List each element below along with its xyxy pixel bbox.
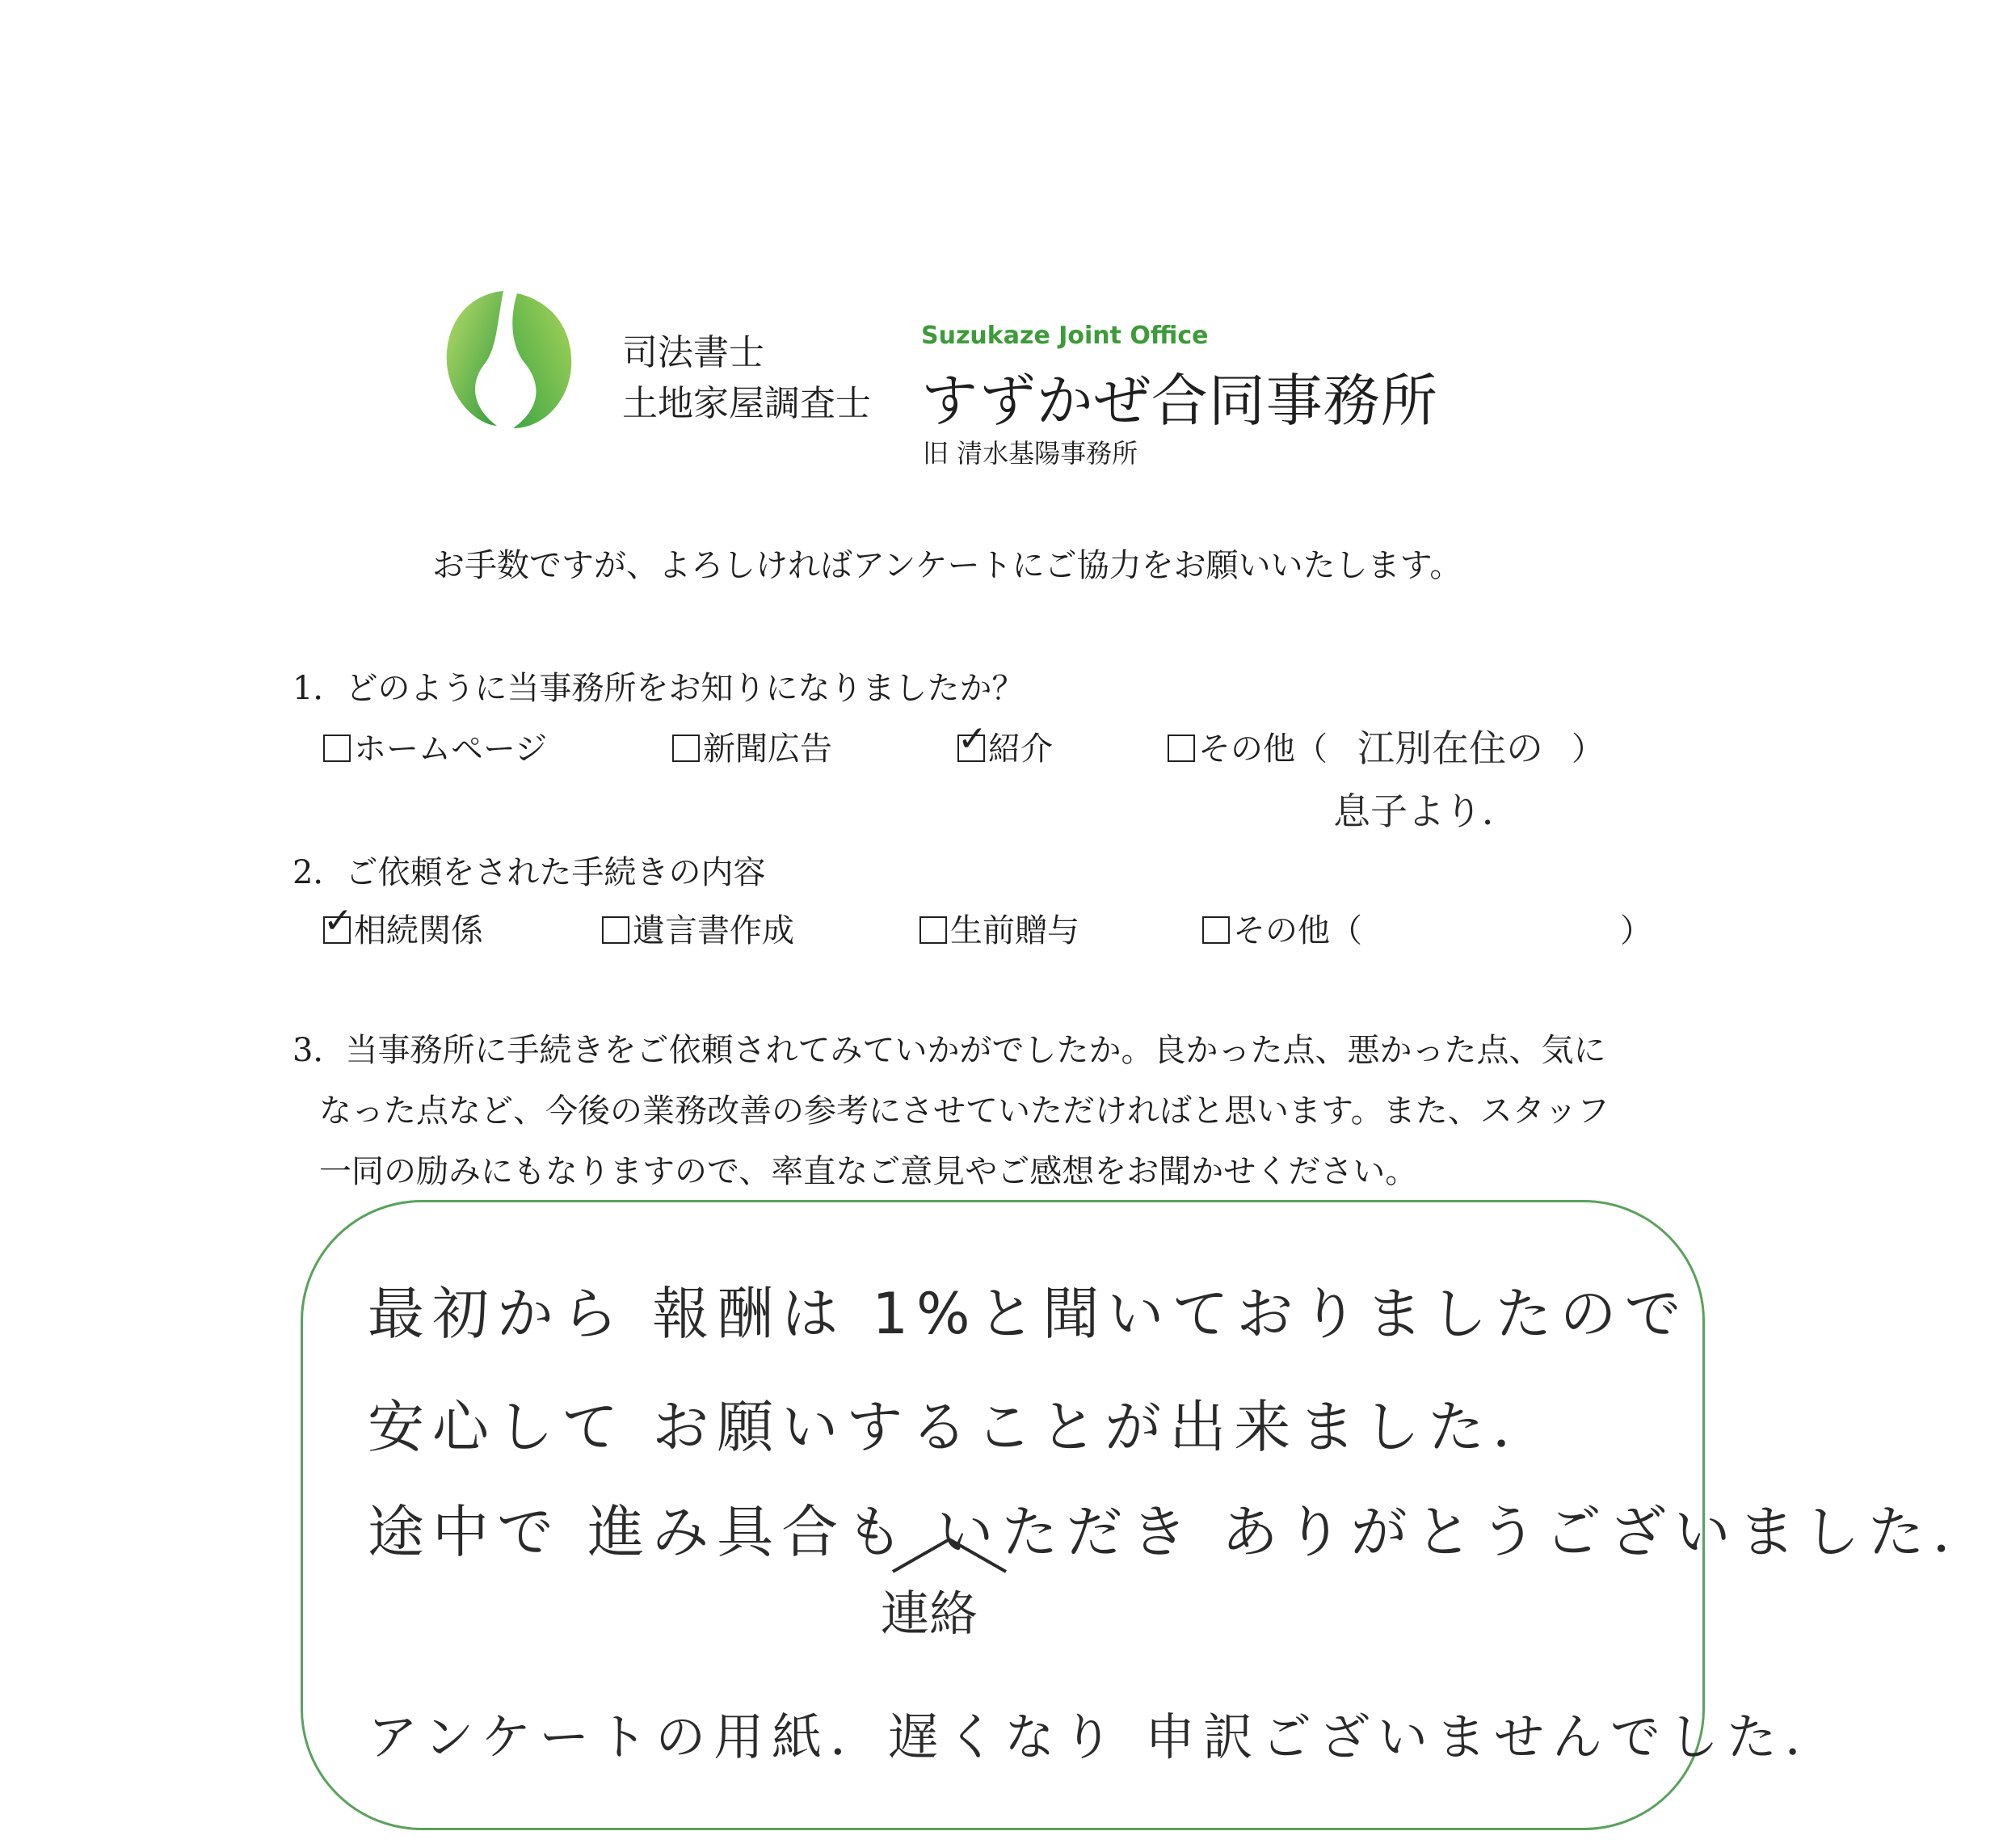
question-3-line-2: なった点など、今後の業務改善の参考にさせていただければと思います。また、スタッフ xyxy=(319,1092,1610,1130)
question-3-line-3: 一同の励みにもなりますので、率直なご意見やご感想をお聞かせください。 xyxy=(319,1153,1418,1190)
insertion-caret xyxy=(889,1535,1010,1576)
check-mark-icon: ✓ xyxy=(957,718,987,760)
role-shihoshoshi: 司法書士 xyxy=(622,332,764,373)
checkbox[interactable] xyxy=(919,916,947,944)
office-logo xyxy=(440,287,578,432)
q1-option-homepage[interactable]: ホームページ xyxy=(323,723,547,769)
question-2-title: 2．ご依頼をされた手続きの内容 xyxy=(292,854,766,891)
checkbox[interactable] xyxy=(323,735,351,762)
q1-option-referral[interactable]: ✓ 紹介 xyxy=(957,718,1053,768)
checkbox[interactable] xyxy=(672,735,700,762)
comment-line-4: アンケートの用紙．遅くなり 申訳ございませんでした． xyxy=(368,1707,1843,1766)
checkbox[interactable] xyxy=(1168,735,1195,762)
office-name-en: Suzukaze Joint Office xyxy=(921,322,1209,350)
question-1-title: 1．どのように当事務所をお知りになりましたか？ xyxy=(292,670,1025,707)
check-mark-icon: ✓ xyxy=(323,900,353,941)
q1-option-other[interactable]: その他（ xyxy=(1168,723,1328,769)
q1-other-handwritten-1: 江別在住の xyxy=(1357,726,1543,770)
comment-insert: 連絡 xyxy=(881,1586,978,1643)
checkbox[interactable] xyxy=(957,718,987,762)
question-3-line-1: 3．当事務所に手続きをご依頼されてみていかがでしたか。良かった点、悪かった点、気に xyxy=(292,1032,1606,1069)
comment-line-1: 最初から 報酬は 1%と聞いておりましたので xyxy=(368,1281,1690,1347)
survey-intro: お手数ですが、よろしければアンケートにご協力をお願いいたします。 xyxy=(432,547,1462,584)
role-tochikaoku: 土地家屋調査士 xyxy=(622,383,871,424)
q1-option-newspaper[interactable]: 新聞広告 xyxy=(672,723,832,769)
q2-option-inheritance[interactable]: ✓ 相続関係 xyxy=(323,900,483,949)
former-office-name: 旧 清水基陽事務所 xyxy=(923,438,1138,469)
comment-line-3: 途中で 進み具合も いただき ありがとうございました． xyxy=(368,1499,1997,1565)
checkbox[interactable] xyxy=(323,900,353,944)
q2-option-will[interactable]: 遺言書作成 xyxy=(602,905,794,951)
q1-other-handwritten-2: 息子より． xyxy=(1333,789,1519,833)
checkbox[interactable] xyxy=(1202,916,1230,944)
comment-line-2: 安心して お願いすることが出来ました． xyxy=(368,1394,1558,1460)
q2-close-paren: ） xyxy=(1620,912,1652,949)
q1-close-paren: ） xyxy=(1572,730,1604,768)
checkbox[interactable] xyxy=(602,916,629,944)
office-name-ja: すずかぜ合同事務所 xyxy=(921,368,1438,434)
q2-option-gift[interactable]: 生前贈与 xyxy=(919,905,1079,951)
q2-option-other[interactable]: その他（ xyxy=(1202,905,1362,951)
